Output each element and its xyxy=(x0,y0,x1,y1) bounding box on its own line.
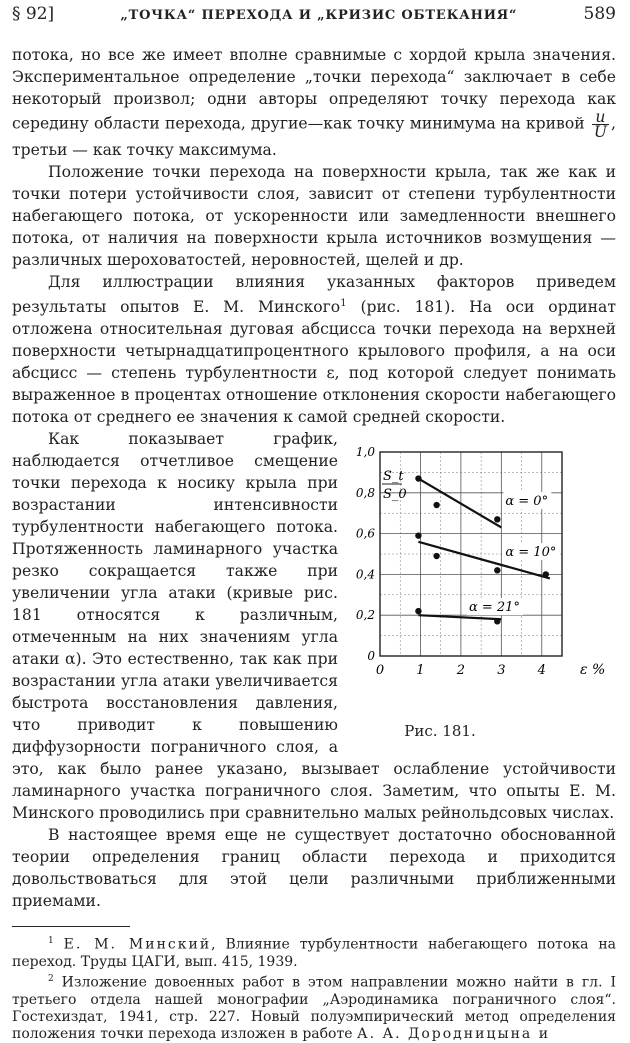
paragraph-3 xyxy=(12,271,616,428)
x-tick-label: 0 xyxy=(375,663,385,679)
data-point xyxy=(415,608,421,614)
data-point xyxy=(415,533,421,539)
paragraph-1-end: , третьи — как точку максимума. xyxy=(12,114,616,159)
footnote-2-mark: 2 xyxy=(48,973,54,984)
paragraph-5: В настоящее время еще не существует достаточно обоснованной теории определения границ области перехода и приходится довольствоваться для этой цели различными приближенными приемами. xyxy=(12,826,616,911)
fraction-denominator: U xyxy=(593,123,608,141)
x-tick-label: 1 xyxy=(416,663,425,679)
section-number: § 92] xyxy=(12,4,55,24)
data-point xyxy=(494,618,500,624)
page-number: 589 xyxy=(583,4,616,24)
figure-181 xyxy=(350,434,616,754)
footnote-1-mark: 1 xyxy=(48,936,54,947)
data-point xyxy=(415,476,421,482)
y-tick-label: 0,2 xyxy=(355,608,375,623)
footnote-1-text: , Влияние турбулентности набегающего потока на переход. Труды ЦАГИ, вып. 415, 1939. xyxy=(12,936,616,970)
data-point xyxy=(494,516,500,522)
data-point xyxy=(433,502,439,508)
footnote-2 xyxy=(12,971,616,1043)
y-tick-label: 0,6 xyxy=(355,526,375,541)
y-axis-label-den: S_0 xyxy=(383,487,407,503)
footnote-ref-1[interactable]: 1 xyxy=(340,298,347,309)
x-axis-label: ε % xyxy=(580,662,606,679)
chart-svg xyxy=(350,434,616,714)
y-axis-label-num: S_t xyxy=(383,469,404,485)
footnotes xyxy=(12,933,616,1042)
fraction-numerator: u xyxy=(592,110,609,125)
footnote-2-author: А. А. Дородницына и xyxy=(356,1025,551,1042)
figure-caption: Рис. 181. xyxy=(404,722,476,741)
body-text xyxy=(12,44,616,1043)
page-header xyxy=(12,4,616,30)
y-tick-label: 0 xyxy=(367,649,375,664)
paragraph-3-start: Для иллюстрации влияния указанных факторов приведем результаты опытов Е. М. Минского xyxy=(12,273,616,317)
paragraph-1-text: потока, но все же имеет вполне сравнимые с хордой крыла значения. Экспериментальное определение „точки перехода“ заключает в себе некоторый произвол; одни авторы определяют точку перехода как середину области перехода, другие—как точку минимума на кривой xyxy=(12,46,616,133)
y-tick-label: 1,0 xyxy=(355,445,375,460)
paragraph-3-rest: (рис. 181). На оси ординат отложена относительная дуговая абсцисса точки перехода на верхней поверхности четырнадцатипроцентного крылового профиля, а на оси абсцисс — степень турбулентности ε, под которой следует понимать выраженное в процентах отношение отклонения скорости набегающего потока от среднего ее значения к самой средней скорости. xyxy=(12,298,616,427)
series-label: α = 0° xyxy=(505,494,549,510)
data-point xyxy=(494,567,500,573)
footnote-rule xyxy=(12,926,130,927)
footnote-2-text: Изложение довоенных работ в этом направлении можно найти в гл. I третьего отдела нашей монографии „Аэродинамика пограничного слоя“. Гостехиздат, 1941, стр. 227. Новый полуэмпирический метод определения положения точки перехода изложен в работе xyxy=(12,974,616,1042)
running-title: „ТОЧКА“ ПЕРЕХОДА И „КРИЗИС ОБТЕКАНИЯ“ xyxy=(120,8,518,23)
y-tick-label: 0,4 xyxy=(355,567,375,582)
data-point xyxy=(543,571,549,577)
paragraph-4: Как показывает график, наблюдается отчетливое смещение точки перехода к носику крыла при возрастании интенсивности турбулентности набегающего потока. Протяженность ламинарного участка резко сокращается также при увеличении угла атаки (кривые рис. 181 относятся к различным, отмеченным на них значениям угла атаки α). Это естественно, так как при возрастании угла атаки увеличивается быстрота восстановления давления, что приводит к повышению диффузорности пограничного слоя, а это, как было ранее указано, вызывает ослабление устойчивости ламинарного участка пограничного слоя. Заметим, что опыты Е. М. Минского проводились при сравнительно малых рейнольдсовых числах. xyxy=(12,430,616,823)
footnote-1-author: Е. М. Минский xyxy=(63,936,212,953)
y-tick-label: 0,8 xyxy=(355,485,375,500)
x-tick-label: 3 xyxy=(497,663,506,679)
series-line xyxy=(418,615,501,619)
fraction-u-over-U xyxy=(592,110,609,139)
series-label: α = 21° xyxy=(468,600,520,616)
data-point xyxy=(433,553,439,559)
x-tick-label: 4 xyxy=(537,663,546,679)
paragraph-1 xyxy=(12,44,616,161)
x-tick-label: 2 xyxy=(456,663,466,679)
paragraph-2: Положение точки перехода на поверхности крыла, так же как и точки потери устойчивости слоя, зависит от степени турбулентности набегающего потока, от ускоренности или замедленности внешнего потока, от наличия на поверхности крыла источников возмущения — различных шероховатостей, неровностей, щелей и др. xyxy=(12,163,616,269)
series-label: α = 10° xyxy=(505,545,557,561)
footnote-1 xyxy=(12,933,616,971)
series-line xyxy=(418,479,501,528)
